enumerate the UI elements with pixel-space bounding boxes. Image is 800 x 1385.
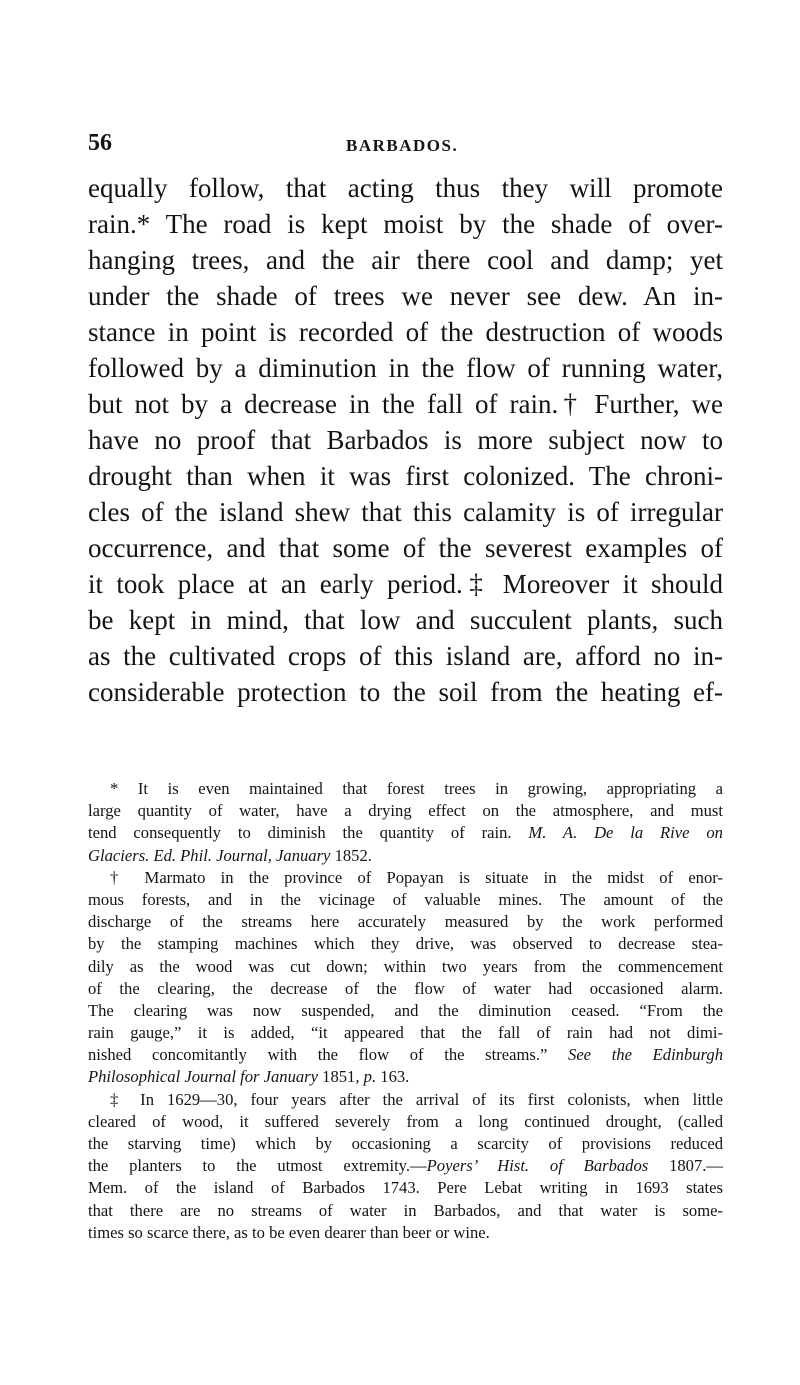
footnote-year: 1852. [334, 845, 372, 865]
footnote-line: ‡ In 1629—30, four years after the arrival of its first colonists, when little [110, 1089, 723, 1109]
footnote-text: nished concomitantly with the flow of the streams.” [88, 1045, 548, 1065]
footnote-citation: See the Edinburgh [568, 1045, 723, 1065]
footnote-line: discharge of the streams here accurately measured by the work performed [88, 912, 723, 932]
text-line: rain.* The road is kept moist by the shade of over- [88, 209, 723, 239]
text-line: followed by a diminution in the flow of running water, [88, 353, 723, 383]
footnote-line: times so scarce there, as to be even dearer than beer or wine. [88, 1222, 490, 1242]
footnote-citation: Poyers’ Hist. of Barbados [426, 1156, 649, 1176]
text-line: considerable protection to the soil from the heating ef- [88, 677, 723, 707]
footnote-line: the starving time) which by occasioning a scarcity of provisions reduced [88, 1134, 723, 1153]
footnote-line: cleared of wood, it suffered severely from a long continued drought, (called [88, 1111, 723, 1131]
footnote-line: † Marmato in the province of Popayan is situate in the midst of enor- [110, 867, 723, 887]
footnote-dagger [88, 867, 723, 1089]
footnote-line: mous forests, and in the vicinage of valuable mines. The amount of the [88, 889, 723, 909]
footnote-line: * It is even maintained that forest trees in growing, appropriating a [110, 779, 723, 798]
text-line: have no proof that Barbados is more subject now to [88, 425, 723, 455]
footnote-line: The clearing was now suspended, and the diminution ceased. “From the [88, 1000, 723, 1020]
footnote-text: the planters to the utmost extremity.— [88, 1156, 427, 1176]
footnote-page-abbrev: p. [363, 1067, 377, 1087]
text-line: stance in point is recorded of the destruction of woods [88, 317, 723, 347]
footnote-line [88, 1044, 723, 1066]
footnote-line: of the clearing, the decrease of the flow of water had occasioned alarm. [88, 978, 723, 998]
main-text [88, 170, 723, 710]
text-line: be kept in mind, that low and succulent plants, such [88, 605, 723, 635]
text-line: cles of the island shew that this calamity is of irregular [88, 497, 723, 527]
text-line: as the cultivated crops of this island are, afford no in- [88, 641, 723, 671]
footnote-citation: M. A. De la Rive on [528, 823, 723, 843]
footnote-line: dily as the wood was cut down; within two years from the commencement [88, 956, 723, 976]
text-line: under the shade of trees we never see dew. An in- [88, 281, 723, 311]
page-header [88, 130, 728, 160]
footnote-double-dagger [88, 1089, 723, 1244]
running-title: BARBADOS. [346, 136, 459, 155]
footnote-line [88, 1066, 723, 1088]
footnote-citation: Glaciers. Ed. Phil. Journal, January [88, 845, 331, 865]
page-number: 56 [88, 130, 112, 156]
text-line: but not by a decrease in the fall of rain.† Further, we [88, 389, 723, 419]
footnote-year: 1807.— [669, 1156, 724, 1176]
footnote-line: Mem. of the island of Barbados 1743. Pere Lebat writing in 1693 states [88, 1178, 723, 1198]
footnote-line: by the stamping machines which they drive, was observed to decrease stea- [88, 934, 723, 954]
footnote-text: tend consequently to diminish the quantity of rain. [88, 823, 512, 843]
text-line: occurrence, and that some of the severest examples of [88, 533, 723, 563]
text-line: drought than when it was first colonized. The chroni- [88, 461, 723, 491]
footnote-line [88, 1155, 723, 1177]
text-line: hanging trees, and the air there cool and damp; yet [88, 245, 723, 275]
footnote-asterisk [88, 778, 723, 867]
footnote-line [88, 845, 723, 867]
text-line: it took place at an early period.‡ Moreover it should [88, 569, 723, 599]
footnote-year: 1851, [322, 1067, 360, 1087]
footnote-line: that there are no streams of water in Barbados, and that water is some- [88, 1200, 723, 1220]
footnote-page: 163. [380, 1067, 410, 1087]
footnote-line: large quantity of water, have a drying effect on the atmosphere, and must [88, 801, 723, 821]
footnote-citation: Philosophical Journal for January [88, 1067, 318, 1087]
footnotes [88, 778, 723, 1244]
text-line: equally follow, that acting thus they will promote [88, 173, 723, 203]
footnote-line [88, 822, 723, 844]
footnote-line: rain gauge,” it is added, “it appeared that the fall of rain had not dimi- [88, 1023, 723, 1043]
